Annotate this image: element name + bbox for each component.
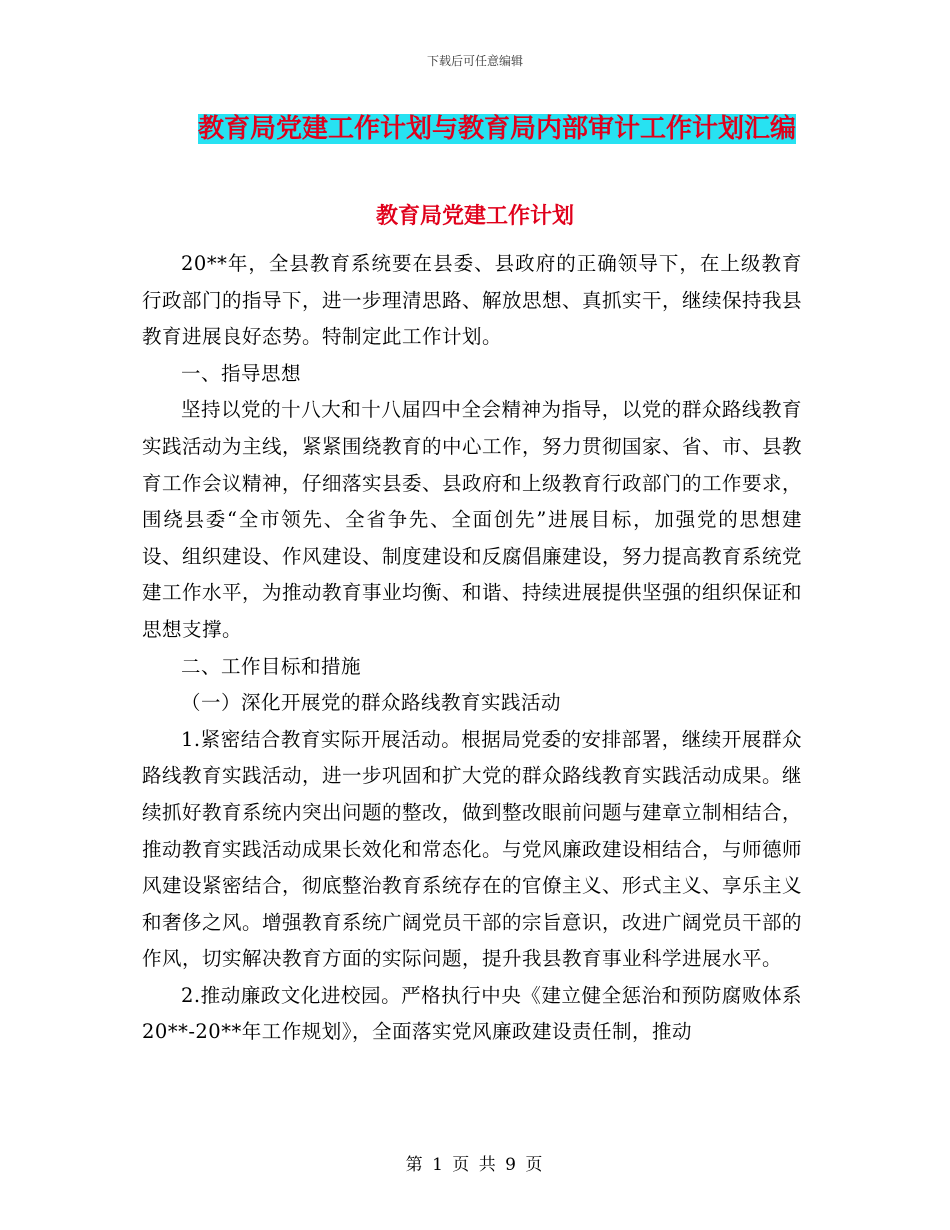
header-note: 下载后可任意编辑: [426, 54, 523, 68]
guiding-ideology-paragraph: 坚持以党的十八大和十八届四中全会精神为指导，以党的群众路线教育实践活动为主线，紧紧围绕教育的中心工作，努力贯彻国家、省、市、县教育工作会议精神，仔细落实县委、县政府和上级教育行政部门的工作要求，围绕县委“全市领先、全省争先、全面创先”进展目标，加强党的思想建设、组织建设、作风建设、制度建设和反腐倡廉建设，努力提高教育系统党建工作水平，为推动教育事业均衡、和谐、持续进展提供坚强的组织保证和思想支撑。: [142, 398, 803, 641]
document-title: [194, 113, 800, 145]
intro-paragraph: 20**年，全县教育系统要在县委、县政府的正确领导下，在上级教育行政部门的指导下，进一步理清思路、解放思想、真抓实干，继续保持我县教育进展良好态势。特制定此工作计划。: [142, 252, 803, 349]
document-title-text: 教育局党建工作计划与教育局内部审计工作计划汇编: [198, 114, 797, 144]
item-1-paragraph: 1.紧密结合教育实际开展活动。根据局党委的安排部署，继续开展群众路线教育实践活动，进一步巩固和扩大党的群众路线教育实践活动成果。继续抓好教育系统内突出问题的整改，做到整改眼前问题与建章立制相结合，推动教育实践活动成果长效化和常态化。与党风廉政建设相结合，与师德师风建设紧密结合，彻底整治教育系统存在的官僚主义、形式主义、享乐主义和奢侈之风。增强教育系统广阔党员干部的宗旨意识，改进广阔党员干部的作风，切实解决教育方面的实际问题，提升我县教育事业科学进展水平。: [142, 727, 803, 971]
heading-guiding-ideology: 一、指导思想: [181, 361, 302, 385]
section-title: 教育局党建工作计划: [375, 204, 574, 229]
heading-goals-measures: 二、工作目标和措施: [181, 654, 362, 678]
document-body: [142, 246, 802, 1051]
item-2-paragraph: 2.推动廉政文化进校园。严格执行中央《建立健全惩治和预防腐败体系20**-20**年工作规划》，全面落实党风廉政建设责任制，推动: [142, 983, 802, 1044]
page-number: 第 1 页 共 9 页: [405, 1155, 545, 1175]
subheading-mass-line-campaign: （一）深化开展党的群众路线教育实践活动: [181, 691, 562, 715]
